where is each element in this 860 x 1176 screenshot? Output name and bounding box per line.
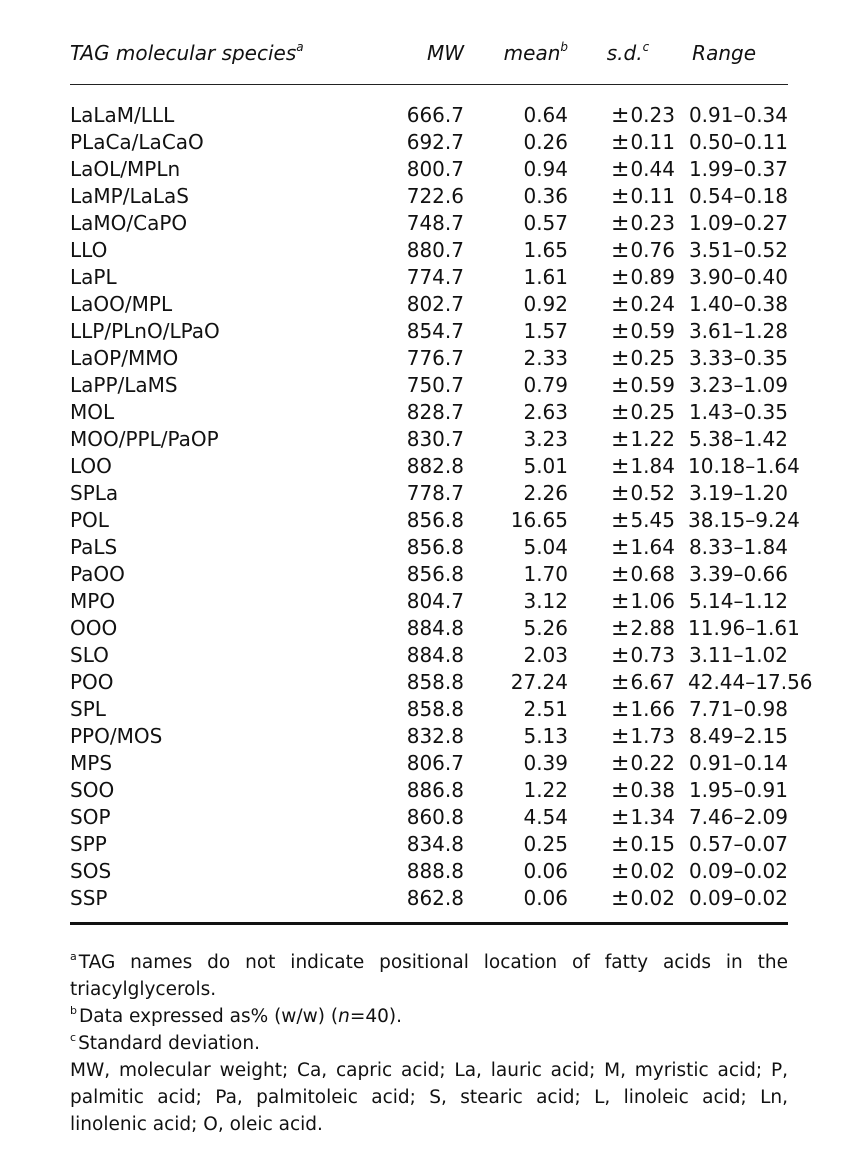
footnote-c: $^c$ Standard deviation. (70, 1031, 260, 1054)
cell-mean: 5.13 (523, 724, 568, 748)
cell-mw: 774.7 (406, 265, 464, 289)
cell-mw: 748.7 (406, 211, 464, 235)
sd-value: 1.66 (630, 697, 675, 721)
plus-minus-symbol: ± (611, 400, 630, 425)
cell-sd (568, 291, 688, 318)
cell-sd (568, 345, 688, 372)
cell-sd (568, 183, 688, 210)
footnote-a: $^a$ TAG names do not indicate positional location of fatty acids in the triacylglycerols. (70, 950, 788, 1000)
cell-species: LaMO/CaPO (70, 211, 188, 235)
table-row (70, 858, 788, 885)
cell-range: 0.54–0.18 (688, 184, 788, 208)
cell-range: 10.18–1.64 (688, 454, 800, 478)
cell-sd (568, 615, 688, 642)
cell-sd (568, 588, 688, 615)
cell-range: 3.19–1.20 (688, 481, 788, 505)
header-species: TAG molecular species$^a$ (70, 36, 320, 85)
cell-mean: 0.06 (523, 859, 568, 883)
cell-species: LOO (70, 454, 112, 478)
footnote-b: $^b$ Data expressed as% (w/w) (n=40). (70, 1004, 402, 1027)
cell-range: 8.33–1.84 (688, 535, 788, 559)
cell-mean: 3.12 (523, 589, 568, 613)
table-footnotes (70, 949, 788, 1138)
tag-composition-table (70, 36, 813, 925)
cell-range: 1.99–0.37 (688, 157, 788, 181)
sd-value: 0.59 (630, 319, 675, 343)
cell-mean: 0.26 (523, 130, 568, 154)
cell-sd (568, 426, 688, 453)
cell-species: MOL (70, 400, 115, 424)
cell-range: 0.91–0.34 (688, 103, 788, 127)
cell-sd (568, 669, 688, 696)
cell-range: 3.39–0.66 (688, 562, 788, 586)
plus-minus-symbol: ± (611, 697, 630, 722)
cell-sd (568, 264, 688, 291)
cell-species: SOS (70, 859, 112, 883)
cell-sd (568, 210, 688, 237)
sd-value: 0.25 (630, 346, 675, 370)
sd-value: 5.45 (630, 508, 675, 532)
sd-value: 0.59 (630, 373, 675, 397)
cell-range: 5.14–1.12 (688, 589, 788, 613)
cell-species: PPO/MOS (70, 724, 163, 748)
cell-sd (568, 129, 688, 156)
cell-mean: 5.04 (523, 535, 568, 559)
cell-mean: 5.26 (523, 616, 568, 640)
plus-minus-symbol: ± (611, 103, 630, 128)
cell-sd (568, 237, 688, 264)
cell-mw: 722.6 (406, 184, 464, 208)
plus-minus-symbol: ± (611, 670, 630, 695)
sd-value: 0.11 (630, 184, 675, 208)
sd-value: 1.84 (630, 454, 675, 478)
cell-mean: 1.70 (523, 562, 568, 586)
cell-species: LaPL (70, 265, 117, 289)
cell-species: LaOO/MPL (70, 292, 173, 316)
plus-minus-symbol: ± (611, 589, 630, 614)
cell-mean: 0.06 (523, 886, 568, 910)
cell-mw: 858.8 (406, 670, 464, 694)
sd-value: 0.68 (630, 562, 675, 586)
header-range: Range (688, 36, 788, 85)
cell-mw: 884.8 (406, 643, 464, 667)
header-mw: MW (320, 36, 468, 85)
cell-mw: 802.7 (406, 292, 464, 316)
cell-sd (568, 777, 688, 804)
cell-range: 3.11–1.02 (688, 643, 788, 667)
plus-minus-symbol: ± (611, 427, 630, 452)
cell-mean: 16.65 (510, 508, 568, 532)
cell-species: PLaCa/LaCaO (70, 130, 204, 154)
cell-species: PaLS (70, 535, 118, 559)
cell-mw: 832.8 (406, 724, 464, 748)
cell-sd (568, 885, 688, 924)
sd-value: 0.23 (630, 103, 675, 127)
sd-value: 0.02 (630, 859, 675, 883)
cell-mean: 0.36 (523, 184, 568, 208)
plus-minus-symbol: ± (611, 643, 630, 668)
table-row (70, 453, 788, 480)
plus-minus-symbol: ± (611, 130, 630, 155)
cell-mw: 856.8 (406, 508, 464, 532)
cell-mean: 0.39 (523, 751, 568, 775)
plus-minus-symbol: ± (611, 211, 630, 236)
cell-mw: 854.7 (406, 319, 464, 343)
cell-mw: 806.7 (406, 751, 464, 775)
cell-species: POO (70, 670, 114, 694)
cell-range: 3.33–0.35 (688, 346, 788, 370)
cell-mw: 860.8 (406, 805, 464, 829)
cell-sd (568, 480, 688, 507)
cell-mw: 888.8 (406, 859, 464, 883)
table-row (70, 642, 788, 669)
cell-sd (568, 696, 688, 723)
table-row (70, 723, 788, 750)
cell-species: SOP (70, 805, 111, 829)
table-row (70, 804, 788, 831)
cell-mean: 2.03 (523, 643, 568, 667)
plus-minus-symbol: ± (611, 859, 630, 884)
table-row (70, 264, 788, 291)
table-row (70, 696, 788, 723)
cell-range: 0.50–0.11 (688, 130, 788, 154)
cell-species: PaOO (70, 562, 125, 586)
table-row (70, 345, 788, 372)
cell-mw: 880.7 (406, 238, 464, 262)
cell-mw: 884.8 (406, 616, 464, 640)
cell-species: POL (70, 508, 109, 532)
table-row (70, 507, 788, 534)
plus-minus-symbol: ± (611, 535, 630, 560)
cell-mw: 828.7 (406, 400, 464, 424)
table-header-row (70, 36, 788, 85)
table-row (70, 831, 788, 858)
plus-minus-symbol: ± (611, 778, 630, 803)
table-row (70, 102, 788, 129)
cell-sd (568, 858, 688, 885)
cell-mw: 666.7 (406, 103, 464, 127)
cell-species: SPL (70, 697, 106, 721)
plus-minus-symbol: ± (611, 508, 630, 533)
cell-mean: 1.65 (523, 238, 568, 262)
cell-species: MOO/PPL/PaOP (70, 427, 219, 451)
table-row (70, 534, 788, 561)
cell-mw: 886.8 (406, 778, 464, 802)
table-row (70, 426, 788, 453)
cell-mean: 1.57 (523, 319, 568, 343)
plus-minus-symbol: ± (611, 184, 630, 209)
cell-range: 0.91–0.14 (688, 751, 788, 775)
sd-value: 1.34 (630, 805, 675, 829)
cell-range: 1.95–0.91 (688, 778, 788, 802)
table-bottom-rule (70, 924, 788, 926)
sd-value: 0.76 (630, 238, 675, 262)
sd-value: 6.67 (630, 670, 675, 694)
footnote-abbreviations: MW, molecular weight; Ca, capric acid; La, lauric acid; M, myristic acid; P, palmitic acid; Pa, palmitoleic acid; S, stearic acid; L, linoleic acid; Ln, linolenic acid; O, oleic acid. (70, 1060, 788, 1135)
table-row (70, 156, 788, 183)
sd-value: 0.44 (630, 157, 675, 181)
cell-range: 38.15–9.24 (688, 508, 800, 532)
cell-range: 3.23–1.09 (688, 373, 788, 397)
cell-species: SOO (70, 778, 115, 802)
cell-range: 3.61–1.28 (688, 319, 788, 343)
cell-sd (568, 507, 688, 534)
plus-minus-symbol: ± (611, 805, 630, 830)
cell-sd (568, 642, 688, 669)
cell-species: MPS (70, 751, 113, 775)
sd-value: 0.52 (630, 481, 675, 505)
cell-range: 0.09–0.02 (688, 886, 788, 910)
cell-sd (568, 318, 688, 345)
cell-sd (568, 723, 688, 750)
cell-sd (568, 102, 688, 129)
table-row (70, 885, 788, 924)
cell-range: 8.49–2.15 (688, 724, 788, 748)
cell-mean: 0.79 (523, 373, 568, 397)
cell-range: 1.40–0.38 (688, 292, 788, 316)
table-row (70, 561, 788, 588)
cell-sd (568, 534, 688, 561)
sd-value: 1.64 (630, 535, 675, 559)
cell-mean: 0.57 (523, 211, 568, 235)
cell-species: LLO (70, 238, 108, 262)
sd-value: 0.23 (630, 211, 675, 235)
cell-mean: 3.23 (523, 427, 568, 451)
sd-value: 0.02 (630, 886, 675, 910)
cell-sd (568, 399, 688, 426)
sd-value: 0.22 (630, 751, 675, 775)
cell-mw: 882.8 (406, 454, 464, 478)
cell-species: LaMP/LaLaS (70, 184, 189, 208)
table-row (70, 669, 788, 696)
table-row (70, 750, 788, 777)
cell-mw: 692.7 (406, 130, 464, 154)
cell-mw: 750.7 (406, 373, 464, 397)
cell-species: SPP (70, 832, 107, 856)
sd-value: 1.06 (630, 589, 675, 613)
table-row (70, 129, 788, 156)
cell-species: LaOL/MPLn (70, 157, 181, 181)
cell-species: MPO (70, 589, 116, 613)
plus-minus-symbol: ± (611, 481, 630, 506)
sd-value: 0.24 (630, 292, 675, 316)
plus-minus-symbol: ± (611, 238, 630, 263)
cell-mean: 5.01 (523, 454, 568, 478)
cell-range: 1.09–0.27 (688, 211, 788, 235)
cell-species: LLP/PLnO/LPaO (70, 319, 220, 343)
cell-mean: 0.64 (523, 103, 568, 127)
cell-species: LaOP/MMO (70, 346, 179, 370)
cell-sd (568, 156, 688, 183)
plus-minus-symbol: ± (611, 373, 630, 398)
cell-range: 11.96–1.61 (688, 616, 800, 640)
cell-mean: 2.26 (523, 481, 568, 505)
cell-mean: 0.94 (523, 157, 568, 181)
cell-mean: 1.61 (523, 265, 568, 289)
sd-value: 2.88 (630, 616, 675, 640)
cell-mean: 0.92 (523, 292, 568, 316)
cell-species: LaLaM/LLL (70, 103, 175, 127)
cell-range: 42.44–17.56 (688, 670, 813, 694)
table-row (70, 318, 788, 345)
header-sd: s.d.$^c$ (568, 36, 688, 85)
cell-mean: 1.22 (523, 778, 568, 802)
plus-minus-symbol: ± (611, 562, 630, 587)
cell-mw: 858.8 (406, 697, 464, 721)
cell-range: 1.43–0.35 (688, 400, 788, 424)
cell-mw: 776.7 (406, 346, 464, 370)
cell-species: SSP (70, 886, 108, 910)
plus-minus-symbol: ± (611, 616, 630, 641)
header-mean: mean$^b$ (468, 36, 568, 85)
plus-minus-symbol: ± (611, 724, 630, 749)
cell-species: SPLa (70, 481, 119, 505)
cell-mean: 2.63 (523, 400, 568, 424)
sd-value: 1.22 (630, 427, 675, 451)
cell-species: SLO (70, 643, 109, 667)
table-row (70, 588, 788, 615)
table-row (70, 777, 788, 804)
plus-minus-symbol: ± (611, 886, 630, 911)
sd-value: 0.25 (630, 400, 675, 424)
cell-range: 0.57–0.07 (688, 832, 788, 856)
cell-range: 7.71–0.98 (688, 697, 788, 721)
cell-mw: 834.8 (406, 832, 464, 856)
cell-sd (568, 453, 688, 480)
plus-minus-symbol: ± (611, 265, 630, 290)
cell-sd (568, 750, 688, 777)
table-row (70, 480, 788, 507)
table-row (70, 291, 788, 318)
cell-mw: 856.8 (406, 562, 464, 586)
plus-minus-symbol: ± (611, 832, 630, 857)
cell-mean: 0.25 (523, 832, 568, 856)
plus-minus-symbol: ± (611, 292, 630, 317)
cell-mw: 862.8 (406, 886, 464, 910)
cell-species: OOO (70, 616, 118, 640)
cell-range: 3.51–0.52 (688, 238, 788, 262)
cell-sd (568, 831, 688, 858)
table-body (70, 85, 813, 924)
cell-sd (568, 804, 688, 831)
plus-minus-symbol: ± (611, 319, 630, 344)
cell-mw: 830.7 (406, 427, 464, 451)
table-row (70, 372, 788, 399)
cell-mean: 2.33 (523, 346, 568, 370)
cell-range: 7.46–2.09 (688, 805, 788, 829)
cell-sd (568, 561, 688, 588)
table-row (70, 237, 788, 264)
cell-mw: 800.7 (406, 157, 464, 181)
cell-sd (568, 372, 688, 399)
sd-value: 0.38 (630, 778, 675, 802)
cell-mw: 856.8 (406, 535, 464, 559)
cell-range: 5.38–1.42 (688, 427, 788, 451)
cell-range: 0.09–0.02 (688, 859, 788, 883)
table-row (70, 399, 788, 426)
table-row (70, 210, 788, 237)
plus-minus-symbol: ± (611, 454, 630, 479)
cell-mean: 2.51 (523, 697, 568, 721)
cell-mean: 27.24 (510, 670, 568, 694)
cell-mean: 4.54 (523, 805, 568, 829)
cell-species: LaPP/LaMS (70, 373, 178, 397)
table-row (70, 183, 788, 210)
cell-mw: 804.7 (406, 589, 464, 613)
plus-minus-symbol: ± (611, 346, 630, 371)
plus-minus-symbol: ± (611, 157, 630, 182)
sd-value: 0.89 (630, 265, 675, 289)
cell-mw: 778.7 (406, 481, 464, 505)
sd-value: 0.15 (630, 832, 675, 856)
sd-value: 1.73 (630, 724, 675, 748)
cell-range: 3.90–0.40 (688, 265, 788, 289)
table-row (70, 615, 788, 642)
sd-value: 0.73 (630, 643, 675, 667)
plus-minus-symbol: ± (611, 751, 630, 776)
sd-value: 0.11 (630, 130, 675, 154)
